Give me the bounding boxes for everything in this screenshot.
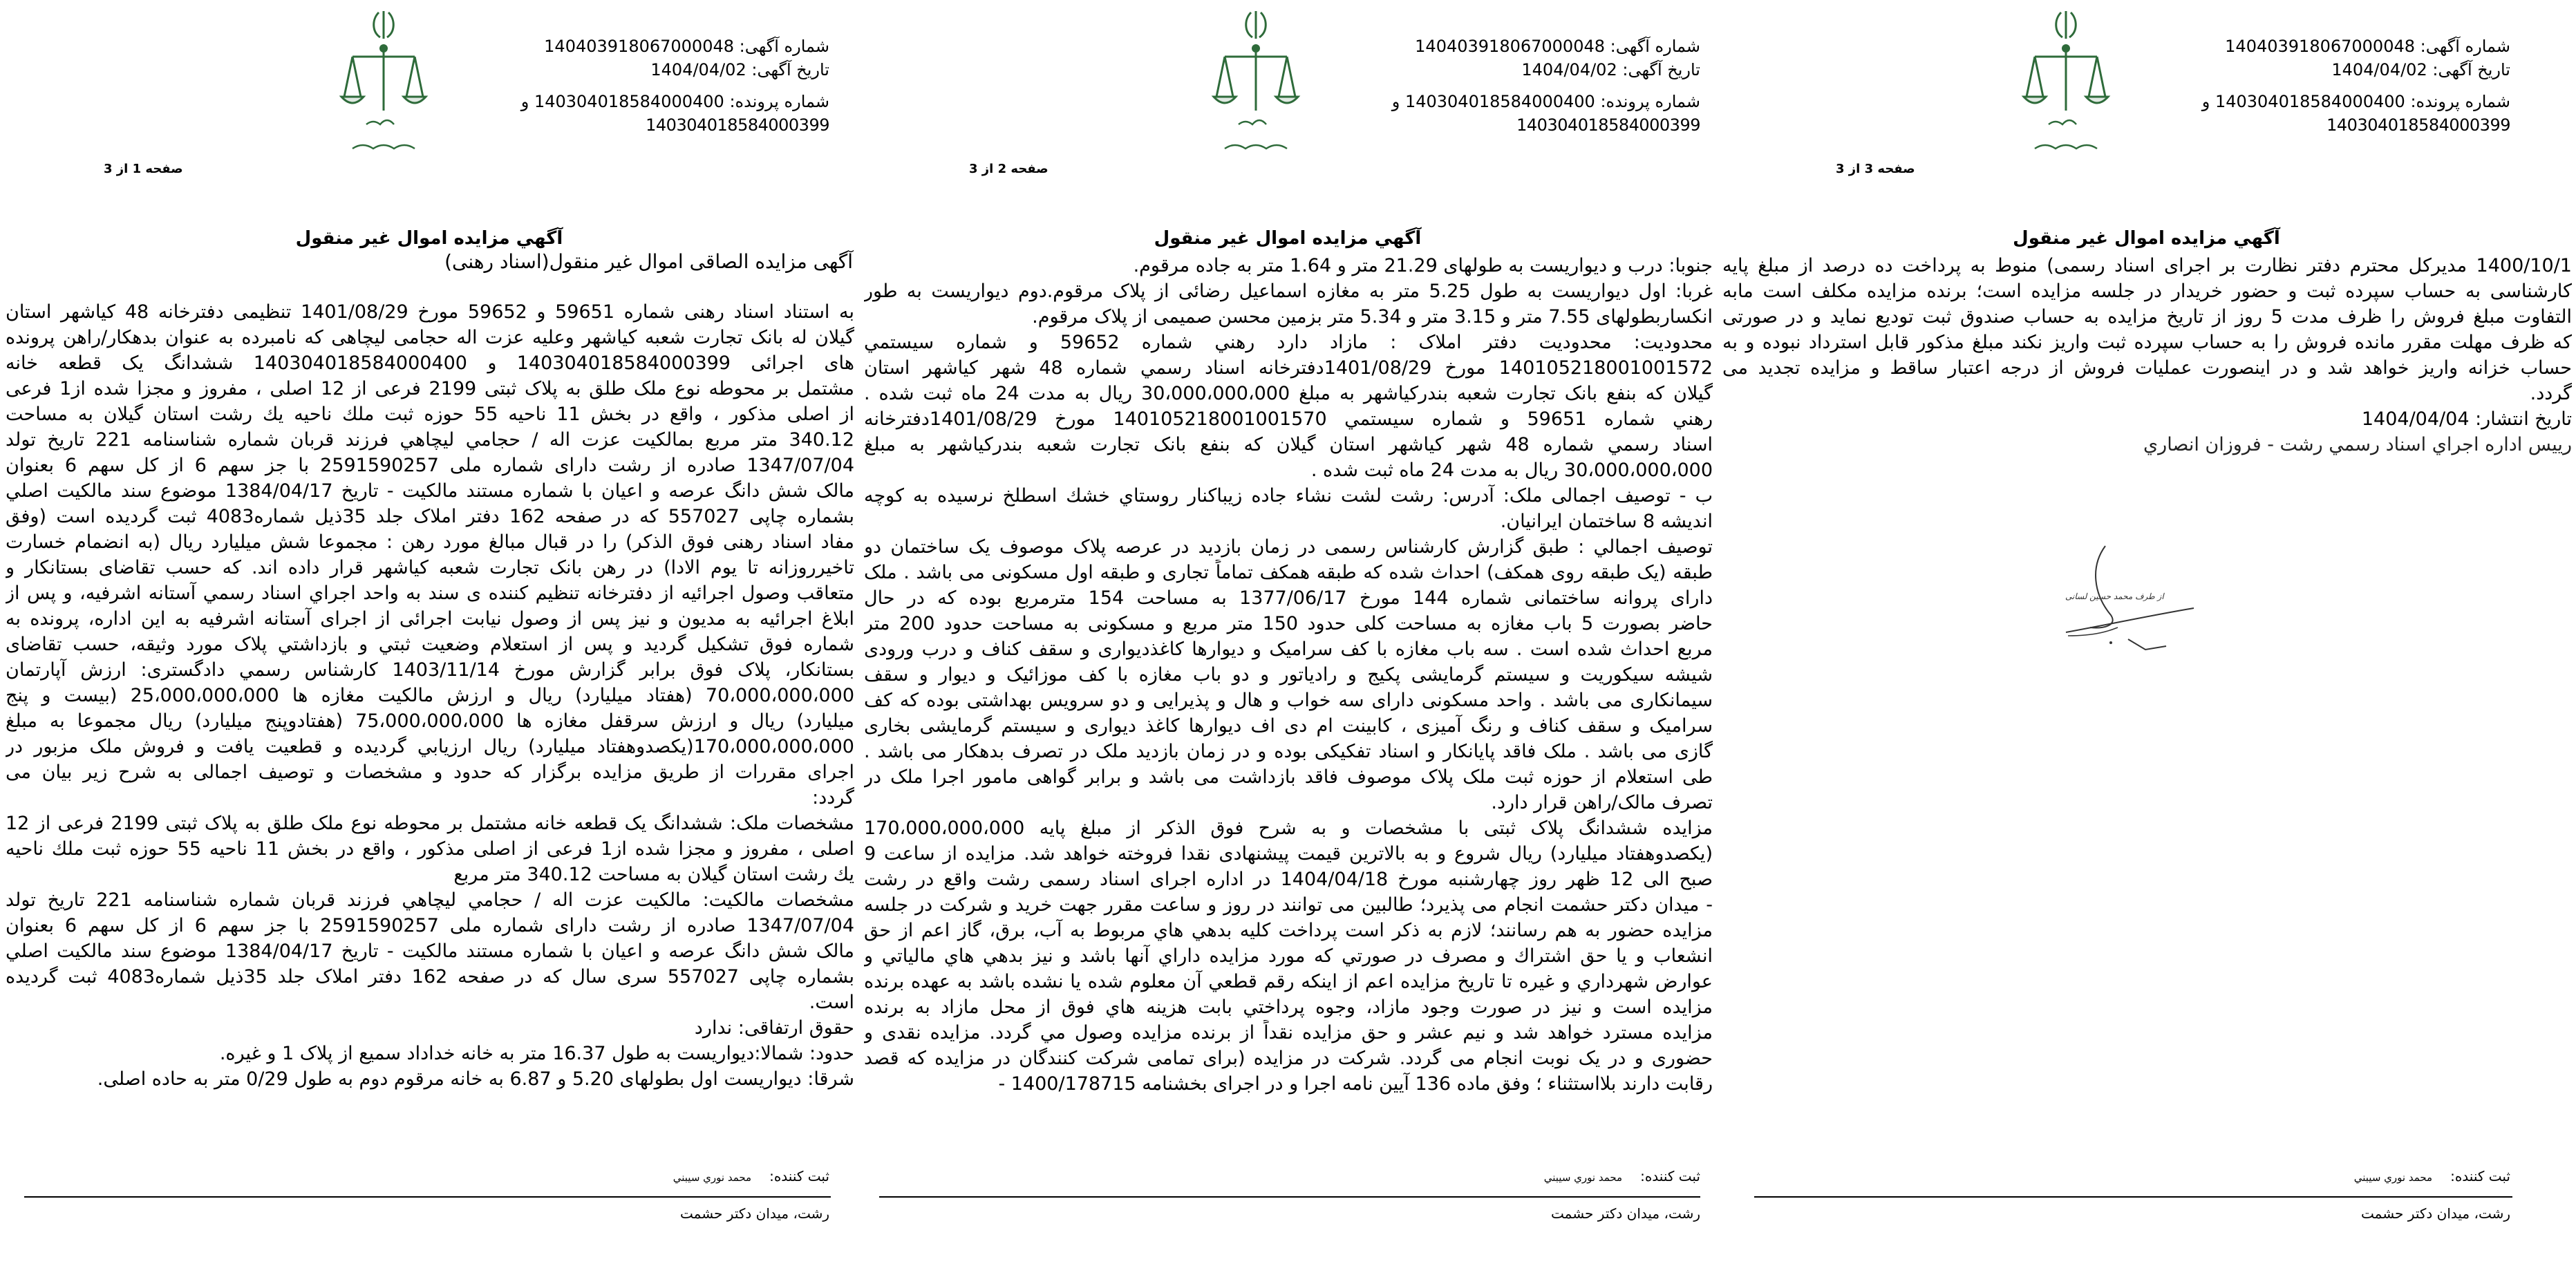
text-line: مزايده است و نيز در صورت وجود مازاد، وجوه پرداختي بابت هزينه هاي فوق از محل مازاد به برنده [864, 997, 1713, 1018]
text-line: مشتمل بر محوطه نوع ملک طلق به پلاک ثبتی 2199 فرعی از 12 اصلی ، مفروز و مجزا شده از1 فرعی [6, 378, 854, 399]
text-line: غربا: اول دیواریست به طول 5.25 متر به مغازه اسماعیل رضائی از پلاک مرقوم.دوم دیواریست به طور [864, 281, 1713, 302]
text-line: اجرای مقررات از طریق مزایده برگزار که حدود و مشخصات و توصیف اجمالی به شرح زیر بیان می [6, 762, 854, 783]
text-line: عوارض شهرداري و غيره تا تاريخ مزايده اعم از اينكه رقم قطعي آن معلوم شده يا نشده باشد به عهده برنده [864, 971, 1713, 992]
page-1 [0, 0, 858, 1275]
file-number-label: شماره پرونده: [2410, 92, 2510, 111]
text-line: دارای پروانه ساختمانی شماره 144 مورخ 1377/06/17 به مساحت 154 مترمربع بوده که در حال [864, 587, 1713, 609]
text-line: حساب خزانه واریز خواهد شد و در اینصورت عملیات فروش از درجه اعتبار ساقط و مزایده تجدید می [1722, 357, 2572, 379]
text-line: شیشه سیکوریت و سیستم گرمایشی پکیج و رادیاتور و دو باب مغازه با کف موزائیک و دیوار و سقف [864, 664, 1713, 686]
text-line: انکساربطولهای 7.55 متر و 3.15 متر و 5.34 متر بزمین محسن صمیمی از پلاک مرقوم. [1032, 306, 1713, 328]
text-line: رييس اداره اجراي اسناد رسمي رشت - فروزان انصاري [2143, 434, 2572, 455]
text-line: محدودیت: محدودیت دفتر املاک : مازاد دارد رهني شماره 59652 و شماره سيستمي [864, 332, 1713, 353]
text-line: گردد. [2530, 383, 2572, 404]
text-line: سیمانکاری می باشد . واحد مسکونی دارای سه خواب و هال و پذیرایی و دو سرویس بهداشتی بوده که کف [864, 690, 1713, 711]
text-line: است. [809, 992, 854, 1013]
text-line: 1347/07/04 صادره از رشت دارای شماره ملی 2591590257 با جز سهم 6 از کل سهم 6 بعنوان [6, 915, 854, 936]
text-line: جنوبا: درب و دیواریست به طولهای 21.29 متر و 1.64 متر به جاده مرقوم. [1133, 255, 1713, 276]
registrar-label: ثبت کننده: [2450, 1168, 2510, 1184]
text-line: حقوق ارتفاقی: ندارد [694, 1017, 854, 1039]
notice-title: آگهي مزايده اموال غير منقول [1154, 228, 1422, 249]
file-number-1: 140304018584000400 و [520, 92, 724, 111]
file-number-1: 140304018584000400 و [1391, 92, 1595, 111]
text-line: شماره فوق تشکیل گردید و پس از استعلام وضعیت ثبتي و بازداشتي پلاک مورد وثیقه، حسب تقاضای [6, 634, 854, 655]
notice-body [6, 299, 854, 1092]
text-line: شرقا: دیواریست اول بطولهای 5.20 و 6.87 به خانه مرقوم دوم به طول 0/29 متر به حاده اصلی. [97, 1068, 854, 1090]
signature [2062, 539, 2208, 663]
ad-number-label: شماره آگهی: [739, 37, 829, 56]
text-line: ب - توصيف اجمالی ملک: آدرس: رشت لشت نشاء جاده زيباكنار روستاي خشك اسطلخ نرسيده به كوچه [864, 485, 1713, 507]
ad-date-label: تاریخ آگهی: [751, 60, 829, 79]
ad-date-label: تاریخ آگهی: [1622, 60, 1700, 79]
ad-date: 1404/04/02 [1521, 60, 1617, 79]
text-line: مزایده حضور به هم رسانند؛ لازم به ذکر است پرداخت کلیه بدهي هاي مربوط به آب، برق، گاز اعم از حق [864, 920, 1713, 941]
ad-number-label: شماره آگهی: [1610, 37, 1700, 56]
notice-header [1392, 35, 1700, 137]
text-line: های اجرائی 140304018584000399 و 140304018584000400 ششدانگ یک قطعه خانه [6, 352, 854, 374]
page-number: صفحه 3 از 3 [1836, 162, 1915, 176]
text-line: انديشه 8 ساختمان ايرانيان. [1500, 511, 1713, 532]
text-line: مزایده مسترد خواهد شد و نیم عشر و حق مزایده نقداً از برنده مزایده وصول مي گردد. مزایده نقدی و [864, 1022, 1713, 1043]
text-line: بشماره چاپی 557027 که در صفحه 162 دفتر املاک جلد 35ذیل شماره4083 ثبت گردیده است (وفق [6, 506, 854, 527]
text-line: به استناد اسناد رهنی شماره 59651 و 59652 مورخ 1401/08/29 تنظیمی دفترخانه 48 کیاشهر استان [6, 301, 854, 323]
page-3 [1717, 0, 2576, 1275]
text-line: انشعاب و یا حق اشتراك و مصرف در صورتي كه مورد مزايده داراي آنها باشد و نيز بدهي هاي مالياتي و [864, 945, 1713, 967]
text-line: طبقه (یک طبقه روی همکف) احداث شده که طبقه همکف تماماً تجاری و طبقه اول مسکونی می باشد . ملک [864, 562, 1713, 583]
office-address: رشت، میدان دکتر حشمت [1551, 1205, 1700, 1222]
office-address: رشت، میدان دکتر حشمت [680, 1205, 829, 1222]
text-line: گیلان که بنفع بانک تجارت شعبه بندرکیاشهر به مبلغ 30،000،000،000 ریال به مدت 24 ماه ثبت شده . [864, 383, 1713, 404]
file-number-1: 140304018584000400 و [2201, 92, 2405, 111]
text-line: صبح الی 12 ظهر روز چهارشنبه مورخ 1404/04/18 در اداره اجرای اسناد رسمی رشت واقع در رشت [864, 869, 1713, 890]
registrar-label: ثبت کننده: [1640, 1168, 1700, 1184]
text-line: مزایده ششدانگ پلاک ثبتی با مشخصات و به شرح فوق الذکر از مبلغ پایه 170،000،000،000 [864, 818, 1713, 839]
registrar [2354, 1168, 2510, 1184]
text-line: 340.12 متر مربع بمالکیت عزت اله / حجامي ليچاهي فرزند قربان شماره شناسنامه 221 تاریخ تولد [6, 429, 854, 451]
text-line: که ظرف مهلت مقرر مانده فروش را به حساب سپرده ثبت واریز نکند مبلغ مذکور قابل استرداد نبوده و به [1722, 332, 2572, 353]
notice-title: آگهي مزايده اموال غير منقول [2013, 228, 2280, 249]
registrar [673, 1168, 829, 1184]
text-line: حدود: شمالا:دیواریست به طول 16.37 متر به خانه خداداد سمیع از پلاک 1 و غیره. [219, 1043, 854, 1064]
text-line: 170،000،000،000(یکصدوهفتاد میلیارد) ریال ارزیابي گردیده و قطعیت یافت و فروش ملک مزبور در [6, 736, 854, 757]
text-line: يك رشت استان گیلان به مساحت 340.12 متر مربع [453, 864, 854, 885]
text-line: رقابت دارند بلااستثناء ؛ وفق ماده 136 آیین نامه اجرا و در اجرای بخشنامه 1400/178715 - [998, 1073, 1713, 1095]
ad-number: 140403918067000048 [2225, 37, 2416, 56]
text-line: بشماره چاپی 557027 سری سال که در صفحه 162 دفتر املاک جلد 35ذیل شماره4083 ثبت گردیده [6, 966, 854, 988]
text-line: (یکصدوهفتاد میلیارد) ریال شروع و به بالاترین قیمت پیشنهادی نقدا فروخته خواهد شد. مزایده از ساعت 9 [864, 843, 1713, 865]
footer-divider [1754, 1196, 2512, 1198]
text-line: مشخصات مالکیت: مالکیت عزت اله / حجامي ليچاهي فرزند قربان شماره شناسنامه 221 تاریخ تولد [6, 889, 854, 911]
signature-text: از طرف محمد حسین لسانی [2065, 592, 2164, 601]
ad-date-label: تاریخ آگهی: [2432, 60, 2510, 79]
notice-title: آگهي مزايده اموال غير منقول [295, 228, 563, 249]
text-line: 1400/10/1 مدیرکل محترم دفتر نظارت بر اجرای اسناد رسمی) منوط به پرداخت ده درصد از مبلغ پایه [1722, 255, 2572, 276]
text-line: 30،000،000،000 ریال به مدت 24 ماه ثبت شده . [1310, 460, 1713, 481]
ad-number-label: شماره آگهی: [2420, 37, 2510, 56]
page-2 [858, 0, 1717, 1275]
footer-divider [24, 1196, 831, 1198]
text-line: بستانکار، پلاک فوق برابر گزارش مورخ 1403/11/14 کارشناس رسمي دادگستری: ارزش آپارتمان [6, 659, 854, 681]
text-line: - میدان دکتر حشمت انجام می پذیرد؛ طالبین می توانند در روز و ساعت مقرر جهت خرید و شرکت در جلسه [864, 894, 1713, 916]
text-line: سرامیک و سقف کناف و رنگ آمیزی ، کابینت ام دی اف دیوارها کاغذ دیواری و سیستم گرمایشی بخاری [864, 715, 1713, 737]
text-line: کارشناسی به حساب سپرده ثبت و حضور خریدار در جلسه مزایده است؛ برنده مزایده مکلف است مابه [1722, 281, 2572, 302]
text-line: تاریخ انتشار: 1404/04/04 [2361, 408, 2572, 430]
text-line: از اصلی مذکور ، واقع در بخش 11 ناحیه 55 حوزه ثبت ملك ناحيه يك رشت استان گیلان به مساحت [6, 404, 854, 425]
text-line: 1347/07/04 صادره از رشت دارای شماره ملی 2591590257 با جز سهم 6 از کل سهم 6 بعنوان [6, 455, 854, 476]
judiciary-logo-icon [2007, 7, 2125, 159]
registrar-name: محمد نوري سيبني [2353, 1171, 2433, 1184]
judiciary-logo-icon [1197, 7, 1315, 159]
text-line: 70،000،000،000 (هفتاد میلیارد) ریال و ارزش مالکیت مغازه ها 25،000،000،000 (بیست و پنج [6, 685, 854, 706]
text-line: تاخيرروزانه تا يوم الادا) در رهن بانک تجارت شعبه کیاشهر قرار داده اند. که حسب تقاضای بستانکار و [6, 557, 854, 578]
office-address: رشت، میدان دکتر حشمت [2361, 1205, 2510, 1222]
registrar [1544, 1168, 1700, 1184]
registrar-name: محمد نوري سيبني [1543, 1171, 1623, 1184]
ad-date: 1404/04/02 [650, 60, 746, 79]
file-number-2: 140304018584000399 [2326, 115, 2510, 135]
notice-subtitle: آگهی مزایده الصاقی اموال غیر منقول(اسناد رهنی) [444, 250, 853, 273]
registrar-label: ثبت کننده: [769, 1168, 829, 1184]
file-number-label: شماره پرونده: [1600, 92, 1700, 111]
ad-date: 1404/04/02 [2331, 60, 2427, 79]
page-number: صفحه 2 از 3 [969, 162, 1049, 176]
text-line: مفاد اسناد رهنی فوق الذکر) را در قبال مبالغ مورد رهن : مجموعا شش میلیارد ریال (به انضمام خسارت [6, 531, 854, 553]
text-line: طی استعلام از حوزه ثبت ملک پلاک موصوف فاقد بازداشت می باشد و برابر گواهی مامور اجرا ملک در [864, 766, 1713, 788]
judiciary-logo-icon [325, 7, 442, 159]
file-number-2: 140304018584000399 [646, 115, 829, 135]
text-line: گردد: [812, 787, 854, 809]
text-line: توصيف اجمالي : طبق گزارش کارشناس رسمی در زمان بازدید در عرصه پلاک موصوف یک ساختمان دو [864, 536, 1713, 558]
registrar-name: محمد نوري سيبني [673, 1171, 752, 1184]
text-line: اصلی ، مفروز و مجزا شده از1 فرعی از اصلی مذکور ، واقع در بخش 11 ناحیه 55 حوزه ثبت ملك ناحيه [6, 838, 854, 860]
page-number: صفحه 1 از 3 [104, 162, 183, 176]
text-line: متعاقب وصول اجرائیه از دفترخانه تنظیم کننده ی سند به واحد اجراي اسناد رسمي آستانه اشرفیه، و پس از [6, 583, 854, 604]
file-number-2: 140304018584000399 [1516, 115, 1700, 135]
text-line: مربع احداث شده است . سه باب مغازه با کف سرامیک و دیوارها کاغذدیواری و سقف کناف و درب ورودی [864, 639, 1713, 660]
text-line: گیلان له بانک تجارت شعبه کیاشهر وعلیه عزت اله حجامی لیچاهی که نامبرده به عنوان بدهکار/راهن پرونده [6, 327, 854, 348]
text-line: مالک شش دانگ عرصه و اعیان با شماره مستند مالکیت - تاریخ 1384/04/17 موضوع سند مالکیت اصلي [6, 941, 854, 962]
file-number-label: شماره پرونده: [729, 92, 829, 111]
text-line: حاضر بصورت 5 باب مغازه به مساحت کلی حدود 150 متر مربع و مسکونی به مساحت حدود 200 متر [864, 613, 1713, 634]
text-line: مشخصات ملک: ششدانگ یک قطعه خانه مشتمل بر محوطه نوع ملک طلق به پلاک ثبتی 2199 فرعی از 12 [6, 813, 854, 834]
notice-header [521, 35, 829, 137]
notice-body [1722, 253, 2572, 457]
text-line: تصرف مالک/راهن قرار دارد. [1491, 792, 1713, 813]
ad-number: 140403918067000048 [544, 37, 735, 56]
text-line: مالک شش دانگ عرصه و اعیان با شماره مستند مالکیت - تاریخ 1384/04/17 موضوع سند مالکیت اصلي [6, 480, 854, 502]
text-line: التفاوت مبلغ فروش را ظرف مدت 5 روز از تاریخ مزایده به حساب صندوق ثبت تودیع نماید و در صورتی [1722, 306, 2572, 328]
text-line: حضوری و در یک نوبت انجام می گردد. شرکت در مزایده (برای تمامی شرکت کنندگان در مزایده که قصد [864, 1048, 1713, 1069]
text-line: ابلاغ اجرائیه به مدیون و نیز پس از وصول نیابت اجرائی از اجرای آستانه اشرفیه به این اداره، پرونده به [6, 608, 854, 630]
text-line: رهني شماره 59651 و شماره سيستمي 140105218001001570 مورخ 1401/08/29دفترخانه [864, 408, 1713, 430]
signature-icon [2062, 539, 2208, 663]
text-line: میلیارد) ریال و ارزش سرقفل مغازه ها 75،000،000،000 (هفتادوپنج میلیارد) ریال مجموعا به مبلغ [6, 710, 854, 732]
text-line: اسناد رسمي شماره 48 شهر کیاشهر استان گیلان که بنفع بانک تجارت شعبه بندرکیاشهر به مبلغ [864, 434, 1713, 455]
ad-number: 140403918067000048 [1415, 37, 1606, 56]
notice-header [2202, 35, 2510, 137]
text-line: گازی می باشد . ملک فاقد پایانکار و اسناد تفکیکی بوده و در زمان بازدید ملک در تصرف بدهکار می باشد . [864, 741, 1713, 762]
footer-divider [879, 1196, 1700, 1198]
text-line: 140105218001001572 مورخ 1401/08/29دفترخانه اسناد رسمي شماره 48 شهر کیاشهر استان [864, 357, 1713, 379]
notice-body [864, 253, 1713, 1097]
